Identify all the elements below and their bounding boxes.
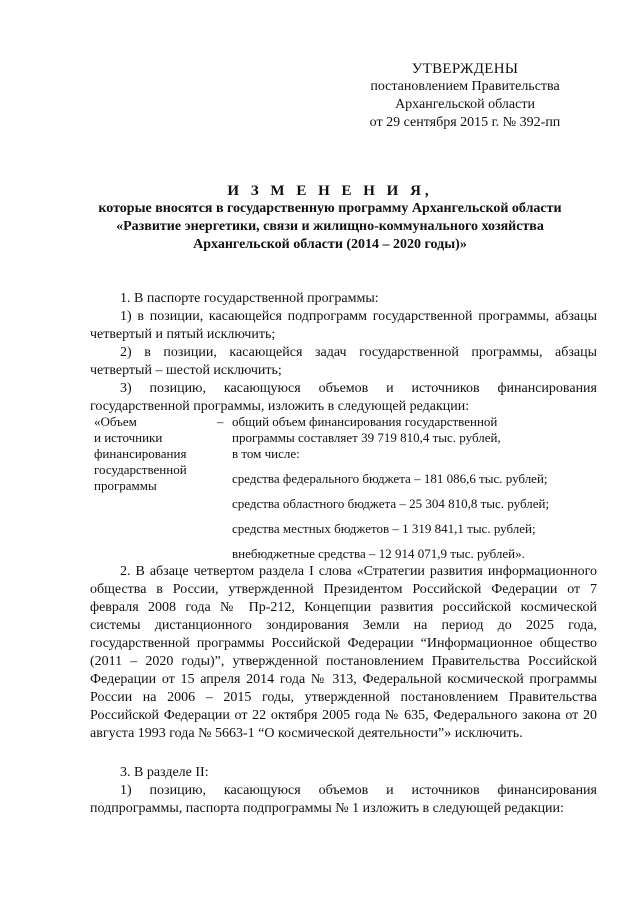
label-line: государственной bbox=[94, 462, 187, 477]
paragraph: 1. В паспорте государственной программы: bbox=[120, 291, 379, 306]
label-line: «Объем bbox=[94, 414, 137, 429]
title-main: И З М Е Н Е Н И Я, bbox=[227, 183, 433, 199]
approval-line: Архангельской области bbox=[395, 97, 535, 112]
approval-block bbox=[300, 60, 630, 132]
finance-label bbox=[94, 414, 214, 494]
label-line: программы bbox=[94, 478, 157, 493]
finance-local: средства местных бюджетов – 1 319 841,1 тыс. рублей; bbox=[232, 521, 536, 536]
title-line: которые вносятся в государственную программу Архангельской области bbox=[98, 201, 562, 216]
paragraph: 1) позицию, касающуюся объемов и источников финансирования подпрограммы, паспорта подпрограммы № 1 изложить в следующей редакции: bbox=[90, 783, 597, 816]
finance-dash: – bbox=[217, 414, 224, 429]
paragraph: 2) в позиции, касающейся задач государственной программы, абзацы четвертый – шестой исключить; bbox=[90, 345, 597, 378]
finance-values bbox=[232, 414, 597, 562]
paragraph: 3) позицию, касающуюся объемов и источников финансирования государственной программы, изложить в следующей редакции: bbox=[90, 381, 597, 414]
section-1 bbox=[90, 290, 597, 416]
finance-regional: средства областного бюджета – 25 304 810,8 тыс. рублей; bbox=[232, 496, 550, 511]
finance-federal: средства федерального бюджета – 181 086,6 тыс. рублей; bbox=[232, 471, 548, 486]
approval-line: постановлением Правительства bbox=[370, 79, 560, 94]
label-line: финансирования bbox=[94, 446, 187, 461]
document-title bbox=[60, 182, 600, 254]
label-line: и источники bbox=[94, 430, 163, 445]
section-3 bbox=[90, 764, 597, 818]
paragraph: 3. В разделе II: bbox=[120, 765, 209, 780]
paragraph: 1) в позиции, касающейся подпрограмм государственной программы, абзацы четвертый и пятый исключить; bbox=[90, 309, 597, 342]
finance-extra: внебюджетные средства – 12 914 071,9 тыс. рублей». bbox=[232, 546, 525, 561]
approval-heading: УТВЕРЖДЕНЫ bbox=[411, 61, 519, 77]
title-line: «Развитие энергетики, связи и жилищно-коммунального хозяйства bbox=[116, 219, 544, 234]
title-line: Архангельской области (2014 – 2020 годы)» bbox=[193, 237, 467, 252]
finance-total: общий объем финансирования государственной bbox=[232, 414, 498, 429]
approval-date: от 29 сентября 2015 г. № 392-пп bbox=[369, 115, 561, 130]
finance-total: в том числе: bbox=[232, 446, 300, 461]
section-2 bbox=[90, 563, 597, 743]
finance-total: программы составляет 39 719 810,4 тыс. рублей, bbox=[232, 430, 501, 445]
paragraph: 2. В абзаце четвертом раздела I слова «Стратегии развития информационного общества в России, утвержденной Президентом Российской Федерации от 7 февраля 2008 года № Пр-212, Концепции развития российской космической системы дистанционного зондирования Земли на период до 2025 года, государственной программы Российской Федерации “Информационное общество (2011 – 2020 годы)”, утвержденной постановлением Правительства Российской Федерации от 15 апреля 2014 года № 313, Федеральной космической программы России на 2006 – 2015 годы, утвержденной постановлением Правительства Российской Федерации от 22 октября 2005 года № 635, Федерального закона от 20 августа 1993 года № 5663-1 “О космической деятельности”» исключить. bbox=[90, 564, 597, 741]
